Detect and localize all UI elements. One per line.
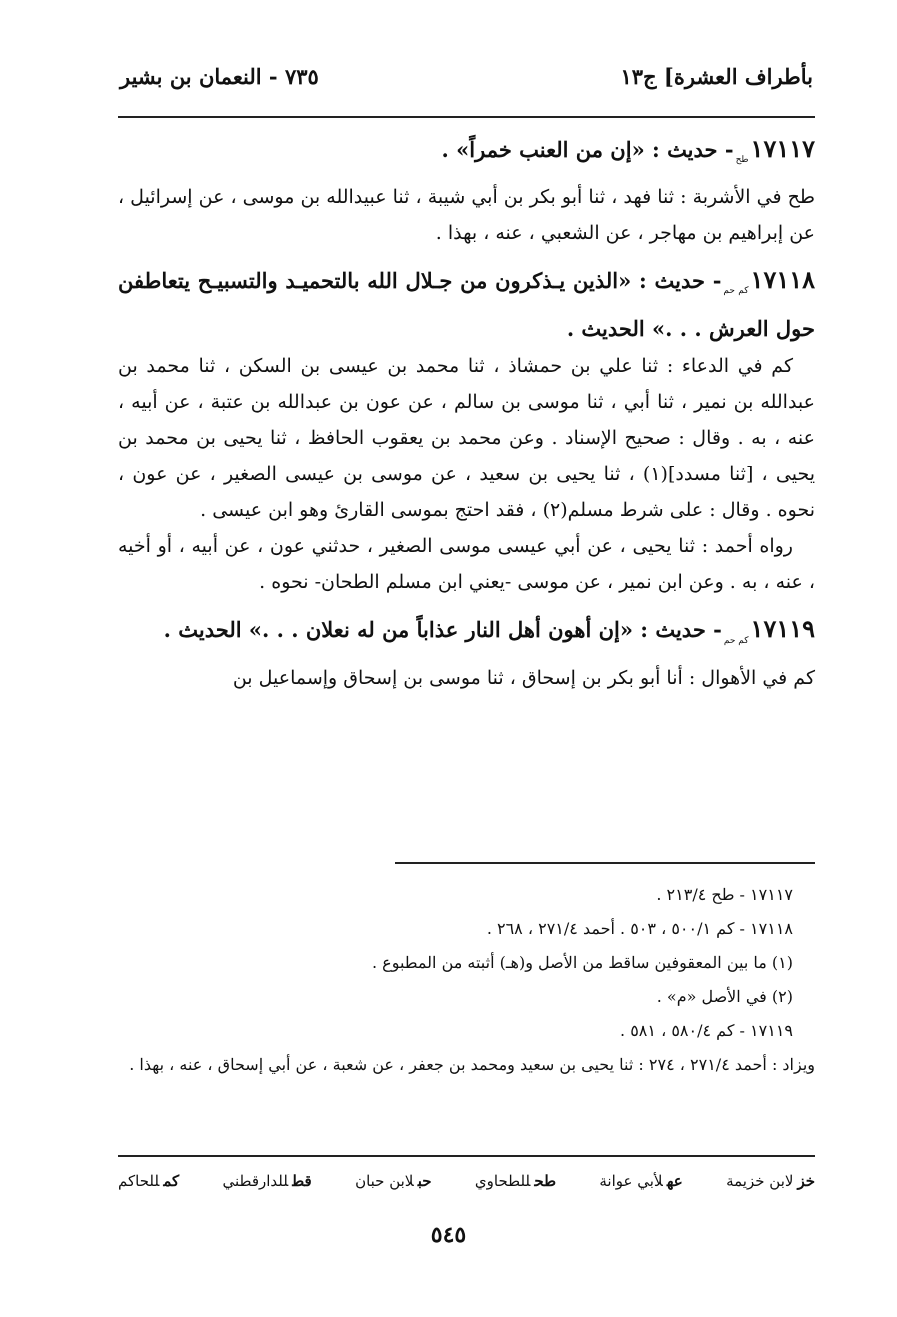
sigla-name: لابن حبان <box>355 1172 414 1190</box>
hadith-number: ١٧١١٩ <box>750 614 815 644</box>
footnote: ١٧١١٩ - كم ٥٨٠/٤ ، ٥٨١ . <box>620 1021 793 1040</box>
hadith-entry <box>118 261 815 600</box>
footnote: (٢) في الأصل «م» . <box>656 987 793 1006</box>
sigla-legend <box>118 1172 815 1190</box>
sigla-abbr: خز <box>797 1172 815 1190</box>
hadith-heading <box>118 130 815 179</box>
footnote: ١٧١١٨ - كم ٥٠٠/١ ، ٥٠٣ . أحمد ٢٧١/٤ ، ٢٦٨ . <box>486 919 793 938</box>
book-title: بأطراف العشرة] ج١٣ <box>620 64 813 89</box>
hadith-title: - حديث : «إن أهون أهل النار عذاباً من له نعلان . . .» الحديث . <box>163 617 722 643</box>
footnote-rule <box>395 862 815 864</box>
hadith-siglum: كم حم <box>723 635 749 646</box>
sigla-name: للحاكم <box>118 1172 160 1190</box>
hadith-title: - حديث : «الذين يـذكرون من جـلال الله بالتحميـد والتسبيـح يتعاطفن حول العرش . . .» الحديث . <box>118 268 815 342</box>
sigla-name: للدارقطني <box>222 1172 289 1190</box>
footnote: (١) ما بين المعقوفين ساقط من الأصل و(هـ) أثبته من المطبوع . <box>371 953 793 972</box>
hadith-siglum: كم حم <box>723 286 749 297</box>
footnotes <box>118 878 815 1082</box>
hadith-paragraph: رواه أحمد : ثنا يحيى ، عن أبي عيسى موسى الصغير ، حدثني عون ، عن أبيه ، أو أخيه ، عنه ، به . وعن ابن نمير ، عن موسى -يعني ابن مسلم الطحان- نحوه . <box>118 535 815 594</box>
hadith-siglum: طح <box>735 155 749 166</box>
sigla-item <box>355 1172 432 1190</box>
main-text <box>118 130 815 706</box>
sigla-item <box>118 1172 179 1190</box>
page-number: ٥٤٥ <box>430 1222 467 1248</box>
hadith-heading <box>118 261 815 348</box>
sigla-abbr: كم <box>163 1172 180 1190</box>
sigla-abbr: عه <box>666 1172 683 1190</box>
sigla-name: للطحاوي <box>474 1172 531 1190</box>
hadith-number: ١٧١١٧ <box>750 134 815 163</box>
hadith-title: - حديث : «إن من العنب خمراً» . <box>441 137 734 162</box>
footnote: ١٧١١٧ - طح ٢١٣/٤ . <box>656 885 793 904</box>
hadith-number: ١٧١١٨ <box>750 265 815 295</box>
hadith-paragraph: طح في الأشربة : ثنا فهد ، ثنا أبو بكر بن أبي شيبة ، ثنا عبيدالله بن موسى ، عن إسرائيل ، عن إبراهيم بن مهاجر ، عن الشعبي ، عنه ، بهذا . <box>118 186 815 245</box>
sigla-abbr: قط <box>292 1172 312 1190</box>
running-header <box>120 58 813 98</box>
footnote: ويزاد : أحمد ٢٧١/٤ ، ٢٧٤ : ثنا يحيى بن سعيد ومحمد بن جعفر ، عن شعبة ، عن أبي إسحاق ، عنه ، بهذا . <box>129 1055 815 1074</box>
sigla-name: لأبي عوانة <box>599 1172 663 1190</box>
sigla-name: لابن خزيمة <box>726 1172 794 1190</box>
hadith-paragraph: كم في الدعاء : ثنا علي بن حمشاذ ، ثنا محمد بن عيسى بن السكن ، ثنا محمد بن عبدالله بن نمير ، ثنا أبي ، ثنا موسى بن سالم ، عن عون بن عبدالله بن عتبة ، عن أبيه ، عنه ، به . وقال : صحيح الإسناد . وعن محمد بن يعقوب الحافظ ، ثنا يحيى بن محمد بن يحيى ، [ثنا مسدد](١) ، ثنا يحيى بن سعيد ، عن موسى بن عيسى الصغير ، عن عون ، نحوه . وقال : على شرط مسلم(٢) ، فقد احتج بموسى القارئ وهو ابن عيسى . <box>118 355 815 522</box>
hadith-entry <box>118 130 815 251</box>
hadith-paragraph: كم في الأهوال : أنا أبو بكر بن إسحاق ، ثنا موسى بن إسحاق وإسماعيل بن <box>232 666 815 689</box>
legend-rule <box>118 1155 815 1157</box>
header-rule <box>118 116 815 118</box>
sigla-item <box>223 1172 312 1190</box>
section-title: ٧٣٥ - النعمان بن بشير <box>120 64 319 89</box>
hadith-heading <box>118 610 815 659</box>
sigla-item <box>599 1172 682 1190</box>
sigla-item <box>726 1172 815 1190</box>
sigla-abbr: طح <box>534 1172 557 1190</box>
sigla-abbr: حب <box>417 1172 432 1190</box>
sigla-item <box>475 1172 556 1190</box>
hadith-entry <box>118 610 815 695</box>
